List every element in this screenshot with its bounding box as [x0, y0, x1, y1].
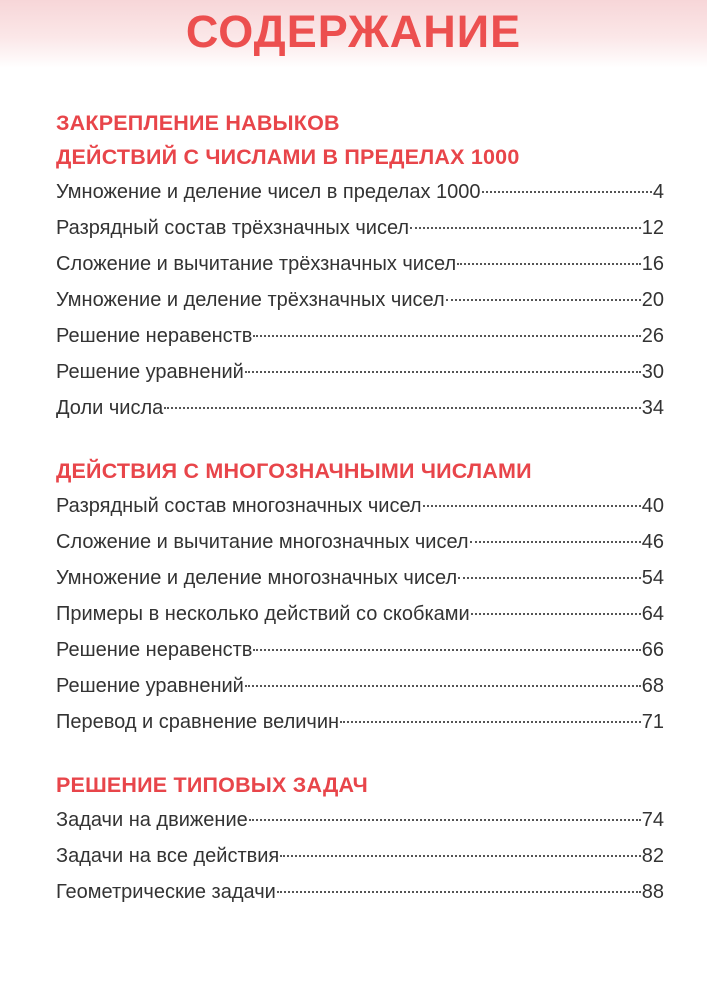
- toc-entry: [56, 210, 664, 246]
- toc-list: [56, 174, 664, 426]
- section-title-line: РЕШЕНИЕ ТИПОВЫХ ЗАДАЧ: [56, 773, 368, 797]
- toc-entry-page-number: 74: [641, 809, 664, 831]
- dot-leader: [245, 685, 641, 687]
- toc-entry-title: Умножение и деление чисел в пределах 1000: [56, 181, 481, 203]
- toc-entry-page-number: 4: [652, 181, 664, 203]
- toc-entry-title: Разрядный состав многозначных чисел: [56, 495, 422, 517]
- toc-entry-title: Задачи на движение: [56, 809, 248, 831]
- dot-leader: [470, 541, 641, 543]
- dot-leader: [253, 649, 640, 651]
- dot-leader: [249, 819, 641, 821]
- toc-entry-title: Сложение и вычитание трёхзначных чисел: [56, 253, 457, 275]
- toc-entry: [56, 282, 664, 318]
- toc-section-3: [56, 768, 664, 910]
- toc-entry: [56, 174, 664, 210]
- toc-entry-page-number: 82: [641, 845, 664, 867]
- toc-entry: [56, 596, 664, 632]
- section-title: [56, 106, 664, 174]
- dot-leader: [164, 407, 641, 409]
- dot-leader: [457, 263, 641, 265]
- section-title: [56, 454, 664, 488]
- dot-leader: [423, 505, 641, 507]
- toc-entry-title: Решение неравенств: [56, 639, 253, 661]
- toc-entry-title: Доли числа: [56, 397, 164, 419]
- toc-section-2: [56, 454, 664, 740]
- toc-entry: [56, 632, 664, 668]
- toc-list: [56, 802, 664, 910]
- toc-entry-title: Решение уравнений: [56, 361, 244, 383]
- toc-entry-title: Перевод и сравнение величин: [56, 711, 340, 733]
- dot-leader: [482, 191, 652, 193]
- toc-entry-title: Разрядный состав трёхзначных чисел: [56, 217, 410, 239]
- toc-entry-page-number: 71: [641, 711, 664, 733]
- toc-entry: [56, 838, 664, 874]
- table-of-contents: [56, 106, 664, 910]
- section-title-line: ДЕЙСТВИЙ С ЧИСЛАМИ В ПРЕДЕЛАХ 1000: [56, 145, 520, 169]
- toc-entry-page-number: 68: [641, 675, 664, 697]
- toc-entry-title: Геометрические задачи: [56, 881, 276, 903]
- dot-leader: [340, 721, 641, 723]
- toc-entry: [56, 874, 664, 910]
- toc-entry: [56, 246, 664, 282]
- section-title-line: ЗАКРЕПЛЕНИЕ НАВЫКОВ: [56, 111, 340, 135]
- toc-entry-page-number: 12: [641, 217, 664, 239]
- toc-entry: [56, 390, 664, 426]
- dot-leader: [446, 299, 641, 301]
- toc-entry-title: Умножение и деление трёхзначных чисел: [56, 289, 445, 311]
- toc-entry: [56, 488, 664, 524]
- toc-entry-page-number: 34: [641, 397, 664, 419]
- toc-list: [56, 488, 664, 740]
- toc-entry: [56, 524, 664, 560]
- page-title: СОДЕРЖАНИЕ: [185, 6, 522, 57]
- toc-entry-page-number: 30: [641, 361, 664, 383]
- toc-entry: [56, 560, 664, 596]
- toc-entry-page-number: 54: [641, 567, 664, 589]
- toc-entry-title: Примеры в несколько действий со скобками: [56, 603, 470, 625]
- toc-entry-title: Сложение и вычитание многозначных чисел: [56, 531, 469, 553]
- toc-entry-title: Решение неравенств: [56, 325, 253, 347]
- toc-entry: [56, 704, 664, 740]
- toc-entry-page-number: 16: [641, 253, 664, 275]
- toc-entry-page-number: 46: [641, 531, 664, 553]
- toc-entry-title: Умножение и деление многозначных чисел: [56, 567, 458, 589]
- toc-entry-title: Задачи на все действия: [56, 845, 280, 867]
- dot-leader: [277, 891, 641, 893]
- dot-leader: [458, 577, 641, 579]
- toc-entry-page-number: 88: [641, 881, 664, 903]
- dot-leader: [410, 227, 641, 229]
- toc-entry-page-number: 66: [641, 639, 664, 661]
- dot-leader: [280, 855, 640, 857]
- toc-entry: [56, 668, 664, 704]
- toc-entry-page-number: 26: [641, 325, 664, 347]
- dot-leader: [245, 371, 641, 373]
- toc-entry: [56, 318, 664, 354]
- section-title: [56, 768, 664, 802]
- dot-leader: [471, 613, 641, 615]
- toc-section-1: [56, 106, 664, 426]
- section-title-line: ДЕЙСТВИЯ С МНОГОЗНАЧНЫМИ ЧИСЛАМИ: [56, 459, 532, 483]
- toc-entry: [56, 354, 664, 390]
- toc-entry-page-number: 20: [641, 289, 664, 311]
- toc-entry-page-number: 40: [641, 495, 664, 517]
- dot-leader: [253, 335, 640, 337]
- toc-entry: [56, 802, 664, 838]
- toc-entry-page-number: 64: [641, 603, 664, 625]
- toc-entry-title: Решение уравнений: [56, 675, 244, 697]
